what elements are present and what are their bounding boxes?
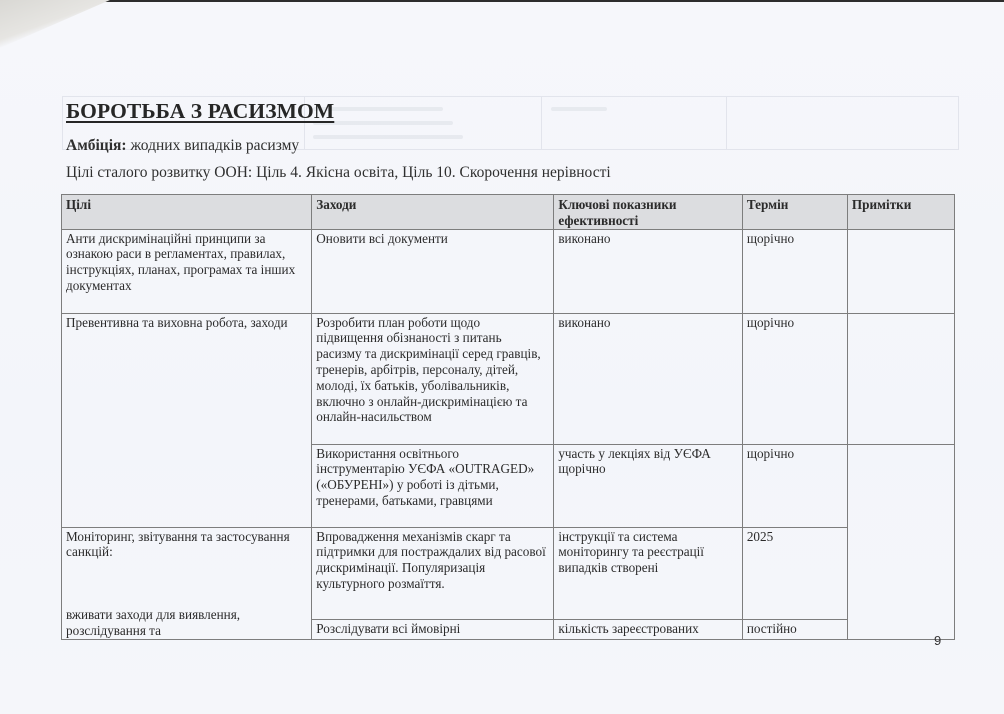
- table-row: [62, 527, 955, 619]
- page-title: БОРОТЬБА З РАСИЗМОМ: [66, 99, 335, 123]
- cell-term: постійно: [742, 619, 847, 639]
- cell-kpi: виконано: [554, 313, 742, 444]
- folded-corner: [0, 0, 110, 48]
- cell-goal: [62, 527, 312, 639]
- cell-notes: [847, 229, 954, 313]
- header-notes: Примітки: [847, 195, 954, 230]
- cell-kpi: участь у лекціях від УЄФА щорічно: [554, 444, 742, 527]
- header-goals: Цілі: [62, 195, 312, 230]
- ambition-text: жодних випадків расизму: [130, 137, 300, 154]
- cell-notes: [847, 313, 954, 444]
- ambition-line: [66, 137, 299, 155]
- cell-measure: Використання освітнього інструментарію УЄФА «OUTRAGED» («ОБУРЕНІ») у роботі із дітьми, тренерами, батьками, гравцями: [312, 444, 554, 527]
- table-row: [62, 229, 955, 313]
- cell-kpi: кількість зареєстрованих: [554, 619, 742, 639]
- cell-term: щорічно: [742, 444, 847, 527]
- cell-goal: Превентивна та виховна робота, заходи: [62, 313, 312, 527]
- action-plan-table: [61, 194, 955, 640]
- header-kpi: Ключові показники ефективності: [554, 195, 742, 230]
- cell-goal: Анти дискримінаційні принципи за ознакою раси в регламентах, правилах, інструкціях, планах, програмах та інших документах: [62, 229, 312, 313]
- header-measures: Заходи: [312, 195, 554, 230]
- ambition-label: Амбіція:: [66, 137, 127, 154]
- cell-term: щорічно: [742, 229, 847, 313]
- cell-measure: Оновити всі документи: [312, 229, 554, 313]
- cell-kpi: інструкції та система моніторингу та реєстрації випадків створені: [554, 527, 742, 619]
- cell-measure: Розслідувати всі ймовірні: [312, 619, 554, 639]
- table-header-row: [62, 195, 955, 230]
- cell-measure: Впровадження механізмів скарг та підтримки для постраждалих від расової дискримінації. Популяризація культурного розмаїття.: [312, 527, 554, 619]
- header-term: Термін: [742, 195, 847, 230]
- cell-term: 2025: [742, 527, 847, 619]
- goal-text-part1: Моніторинг, звітування та застосування санкцій:: [66, 528, 290, 560]
- page-number: 9: [934, 633, 942, 648]
- cell-term: щорічно: [742, 313, 847, 444]
- sdg-goals-line: Цілі сталого розвитку ООН: Ціль 4. Якісна освіта, Ціль 10. Скорочення нерівності: [66, 164, 611, 181]
- goal-text-part2: вживати заходи для виявлення, розслідування та: [66, 607, 241, 638]
- cell-notes: [847, 444, 954, 639]
- cell-kpi: виконано: [554, 229, 742, 313]
- table-row: [62, 313, 955, 444]
- cell-measure: Розробити план роботи щодо підвищення обізнаності з питань расизму та дискримінації серед гравців, тренерів, арбітрів, персоналу, дітей, молоді, їх батьків, уболівальників, включно з онлайн-дискримінацією та онлайн-насильством: [312, 313, 554, 444]
- scan-edge: [0, 0, 1004, 2]
